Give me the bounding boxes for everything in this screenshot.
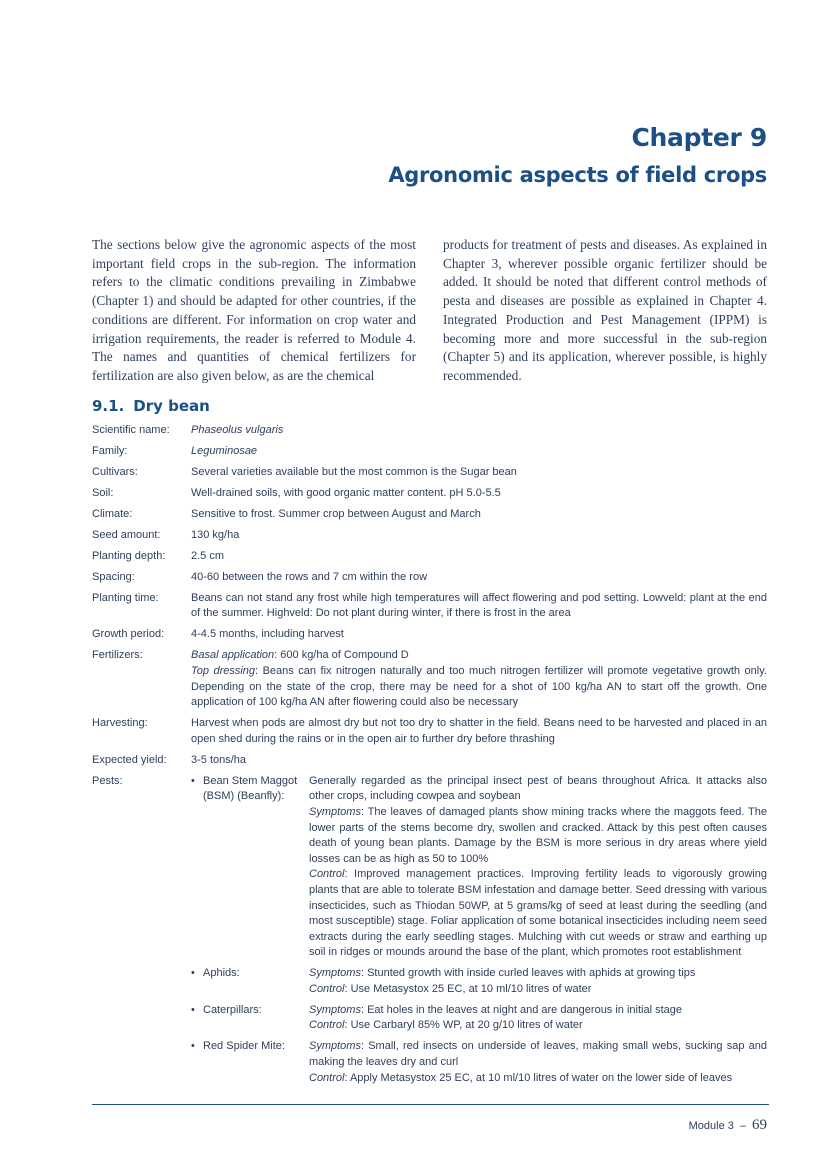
pest-control	[309, 1071, 767, 1087]
symptoms-label: Symptoms	[309, 1040, 361, 1053]
symptoms-text: : Eat holes in the leaves at night and are dangerous in initial stage	[360, 1003, 683, 1016]
intro-text	[92, 236, 767, 386]
section-number: 9.1.	[92, 397, 125, 415]
fact-label: Soil:	[92, 486, 114, 499]
chapter-heading	[388, 120, 767, 191]
pest-name: Aphids:	[203, 967, 240, 980]
bullet-icon: •	[191, 774, 195, 787]
control-text: : Improved management practices. Improving fertility leads to vigorously growing plants that are able to tolerate BSM infestation and damage better. Seed dressing with various insecticides, such as Thiodan 50WP, at 5 grams/kg of seed at least during the seedling (and most susceptible) stage. Foliar application of some botanical insecticides including neem seed extracts during the early seedling stages. Mulching with cut weeds or straw and earthing up soil in ridges or mounds around the base of the plant, which promotes root establishment	[309, 868, 767, 959]
fact-label: Expected yield:	[92, 753, 167, 766]
pest-control	[309, 982, 767, 998]
fact-row-expected-yield	[92, 753, 767, 769]
symptoms-label: Symptoms	[309, 1003, 361, 1016]
pest-control	[309, 1018, 767, 1034]
pest-symptoms	[309, 805, 767, 867]
top-dressing-text: : Beans can fix nitrogen naturally and too much nitrogen fertilizer will promote vegetative growth only. Depending on the state of the crop, there may be need for a shot of 100 kg/ha AN to start off the growth. One application of 100 kg/ha AN after flowering could also be necessary	[191, 665, 767, 709]
pest-description	[309, 774, 767, 961]
fact-row-fertilizers	[92, 648, 767, 710]
module-label: Module 3	[688, 1120, 734, 1132]
pest-name-cell	[191, 1003, 309, 1034]
crop-facts-table	[92, 423, 767, 1097]
control-label: Control	[309, 982, 345, 995]
fact-row-climate	[92, 507, 767, 523]
fact-label: Cultivars:	[92, 465, 138, 478]
fact-row-scientific-name	[92, 423, 767, 439]
pest-name-cell	[191, 1039, 309, 1086]
fact-row-soil	[92, 486, 767, 502]
fact-value: 40-60 between the rows and 7 cm within the row	[191, 570, 428, 583]
symptoms-text: : The leaves of damaged plants show mining tracks where the maggots feed. The lower parts of the stems become dry, swollen and cracked. Attack by this pest often causes death of young bean plants. Damage by the BSM is more serious in dry areas where yield losses can be as high as 50 to 100%	[309, 805, 767, 865]
fact-value: Several varieties available but the most common is the Sugar bean	[191, 465, 517, 478]
fact-value: Beans can not stand any frost while high temperatures will affect flowering and pod setting. Lowveld: plant at the end of the summer. Highveld: Do not plant during winter, if there is frost in the area	[191, 591, 767, 620]
fact-label: Scientific name:	[92, 424, 170, 436]
fact-value: Phaseolus vulgaris	[191, 424, 284, 436]
fact-value: Leguminosae	[191, 444, 258, 457]
fact-row-planting-depth	[92, 549, 767, 565]
fact-label: Planting depth:	[92, 549, 166, 562]
pest-item-aphids	[191, 966, 767, 997]
fact-value: 130 kg/ha	[191, 528, 240, 541]
symptoms-label: Symptoms	[309, 805, 361, 818]
pest-symptoms	[309, 1003, 767, 1019]
bullet-icon: •	[191, 1003, 195, 1016]
fact-value: 4-4.5 months, including harvest	[191, 628, 344, 641]
pest-description	[309, 1039, 767, 1086]
symptoms-text: : Stunted growth with inside curled leaves with aphids at growing tips	[360, 967, 696, 980]
pest-control	[309, 867, 767, 961]
fact-value: Well-drained soils, with good organic matter content. pH 5.0-5.5	[191, 486, 501, 499]
fact-value: 3-5 tons/ha	[191, 753, 247, 766]
control-text: : Use Carbaryl 85% WP, at 20 g/10 litres of water	[344, 1019, 583, 1032]
pest-description	[309, 1003, 767, 1034]
fact-label: Fertilizers:	[92, 649, 143, 662]
control-label: Control	[309, 1019, 345, 1032]
bullet-icon: •	[191, 967, 195, 980]
pest-intro: Generally regarded as the principal insect pest of beans throughout Africa. It attacks also other crops, including cowpea and soybean	[309, 774, 767, 803]
chapter-number: Chapter 9	[631, 123, 767, 152]
fact-label: Planting time:	[92, 591, 159, 604]
fact-label: Family:	[92, 444, 128, 457]
control-label: Control	[309, 1071, 345, 1084]
control-label: Control	[309, 868, 345, 881]
fact-label: Growth period:	[92, 628, 165, 641]
page-number: 69	[752, 1117, 767, 1133]
basal-application-text: : 600 kg/ha of Compound D	[274, 649, 409, 662]
pest-name-cell	[191, 966, 309, 997]
symptoms-label: Symptoms	[309, 967, 361, 980]
fact-value: Sensitive to frost. Summer crop between August and March	[191, 507, 481, 520]
control-text: : Use Metasystox 25 EC, at 10 ml/10 litres of water	[344, 982, 592, 995]
pest-symptoms	[309, 1039, 767, 1070]
fact-value: 2.5 cm	[191, 549, 225, 562]
fact-row-harvesting	[92, 716, 767, 747]
basal-application-label: Basal application	[191, 649, 275, 662]
pest-name: Bean Stem Maggot (BSM) (Beanfly):	[203, 774, 298, 803]
top-dressing	[191, 664, 767, 711]
fact-label: Climate:	[92, 507, 133, 520]
footer-dash: –	[739, 1120, 746, 1132]
fact-row-planting-time	[92, 591, 767, 622]
fact-row-growth-period	[92, 627, 767, 643]
fact-row-family	[92, 444, 767, 460]
pest-item-red-spider-mite	[191, 1039, 767, 1086]
fact-label: Seed amount:	[92, 528, 161, 541]
pest-name: Red Spider Mite:	[203, 1040, 285, 1053]
chapter-title: Agronomic aspects of field crops	[388, 163, 767, 187]
symptoms-text: : Small, red insects on underside of leaves, making small webs, sucking sap and making the leaves dry and curl	[309, 1040, 767, 1069]
pest-symptoms	[309, 966, 767, 982]
top-dressing-label: Top dressing	[191, 665, 256, 678]
pest-list	[191, 774, 767, 1092]
pest-name-cell	[191, 774, 309, 961]
fact-label: Harvesting:	[92, 717, 148, 730]
pest-name: Caterpillars:	[203, 1003, 262, 1016]
fact-value: Harvest when pods are almost dry but not too dry to shatter in the field. Beans need to be harvested and placed in an open shed during the rains or in the open air to further dry before thrashing	[191, 717, 767, 745]
pest-item-caterpillars	[191, 1003, 767, 1034]
fact-label: Spacing:	[92, 570, 135, 583]
basal-application	[191, 648, 767, 664]
fact-row-seed-amount	[92, 528, 767, 544]
section-title: Dry bean	[133, 397, 210, 415]
bullet-icon: •	[191, 1040, 195, 1053]
intro-column-right: products for treatment of pests and diseases. As explained in Chapter 3, wherever possible organic fertilizer should be added. It should be noted that different control methods of pesta and diseases are possible as explained in Chapter 4. Integrated Production and Pest Management (IPPM) is becoming more and more successful in the sub-region (Chapter 5) and its application, wherever possible, is highly recommended.	[443, 237, 767, 383]
pest-item-bean-stem-maggot	[191, 774, 767, 961]
fact-row-cultivars	[92, 465, 767, 481]
fact-row-spacing	[92, 570, 767, 586]
section-heading	[92, 397, 210, 415]
fact-value	[191, 648, 767, 710]
intro-column-left: The sections below give the agronomic aspects of the most important field crops in the sub-region. The information refers to the climatic conditions prevailing in Zimbabwe (Chapter 1) and should be adapted for other countries, if the conditions are different. For information on crop water and irrigation requirements, the reader is referred to Module 4. The names and quantities of chemical fertilizers for fertilization are also given below, as are the chemical	[92, 237, 416, 383]
pest-description	[309, 966, 767, 997]
control-text: : Apply Metasystox 25 EC, at 10 ml/10 litres of water on the lower side of leaves	[344, 1071, 733, 1084]
page-footer	[689, 1117, 767, 1134]
fact-label: Pests:	[92, 774, 123, 787]
footer-divider	[92, 1104, 769, 1105]
fact-row-pests	[92, 774, 767, 1092]
